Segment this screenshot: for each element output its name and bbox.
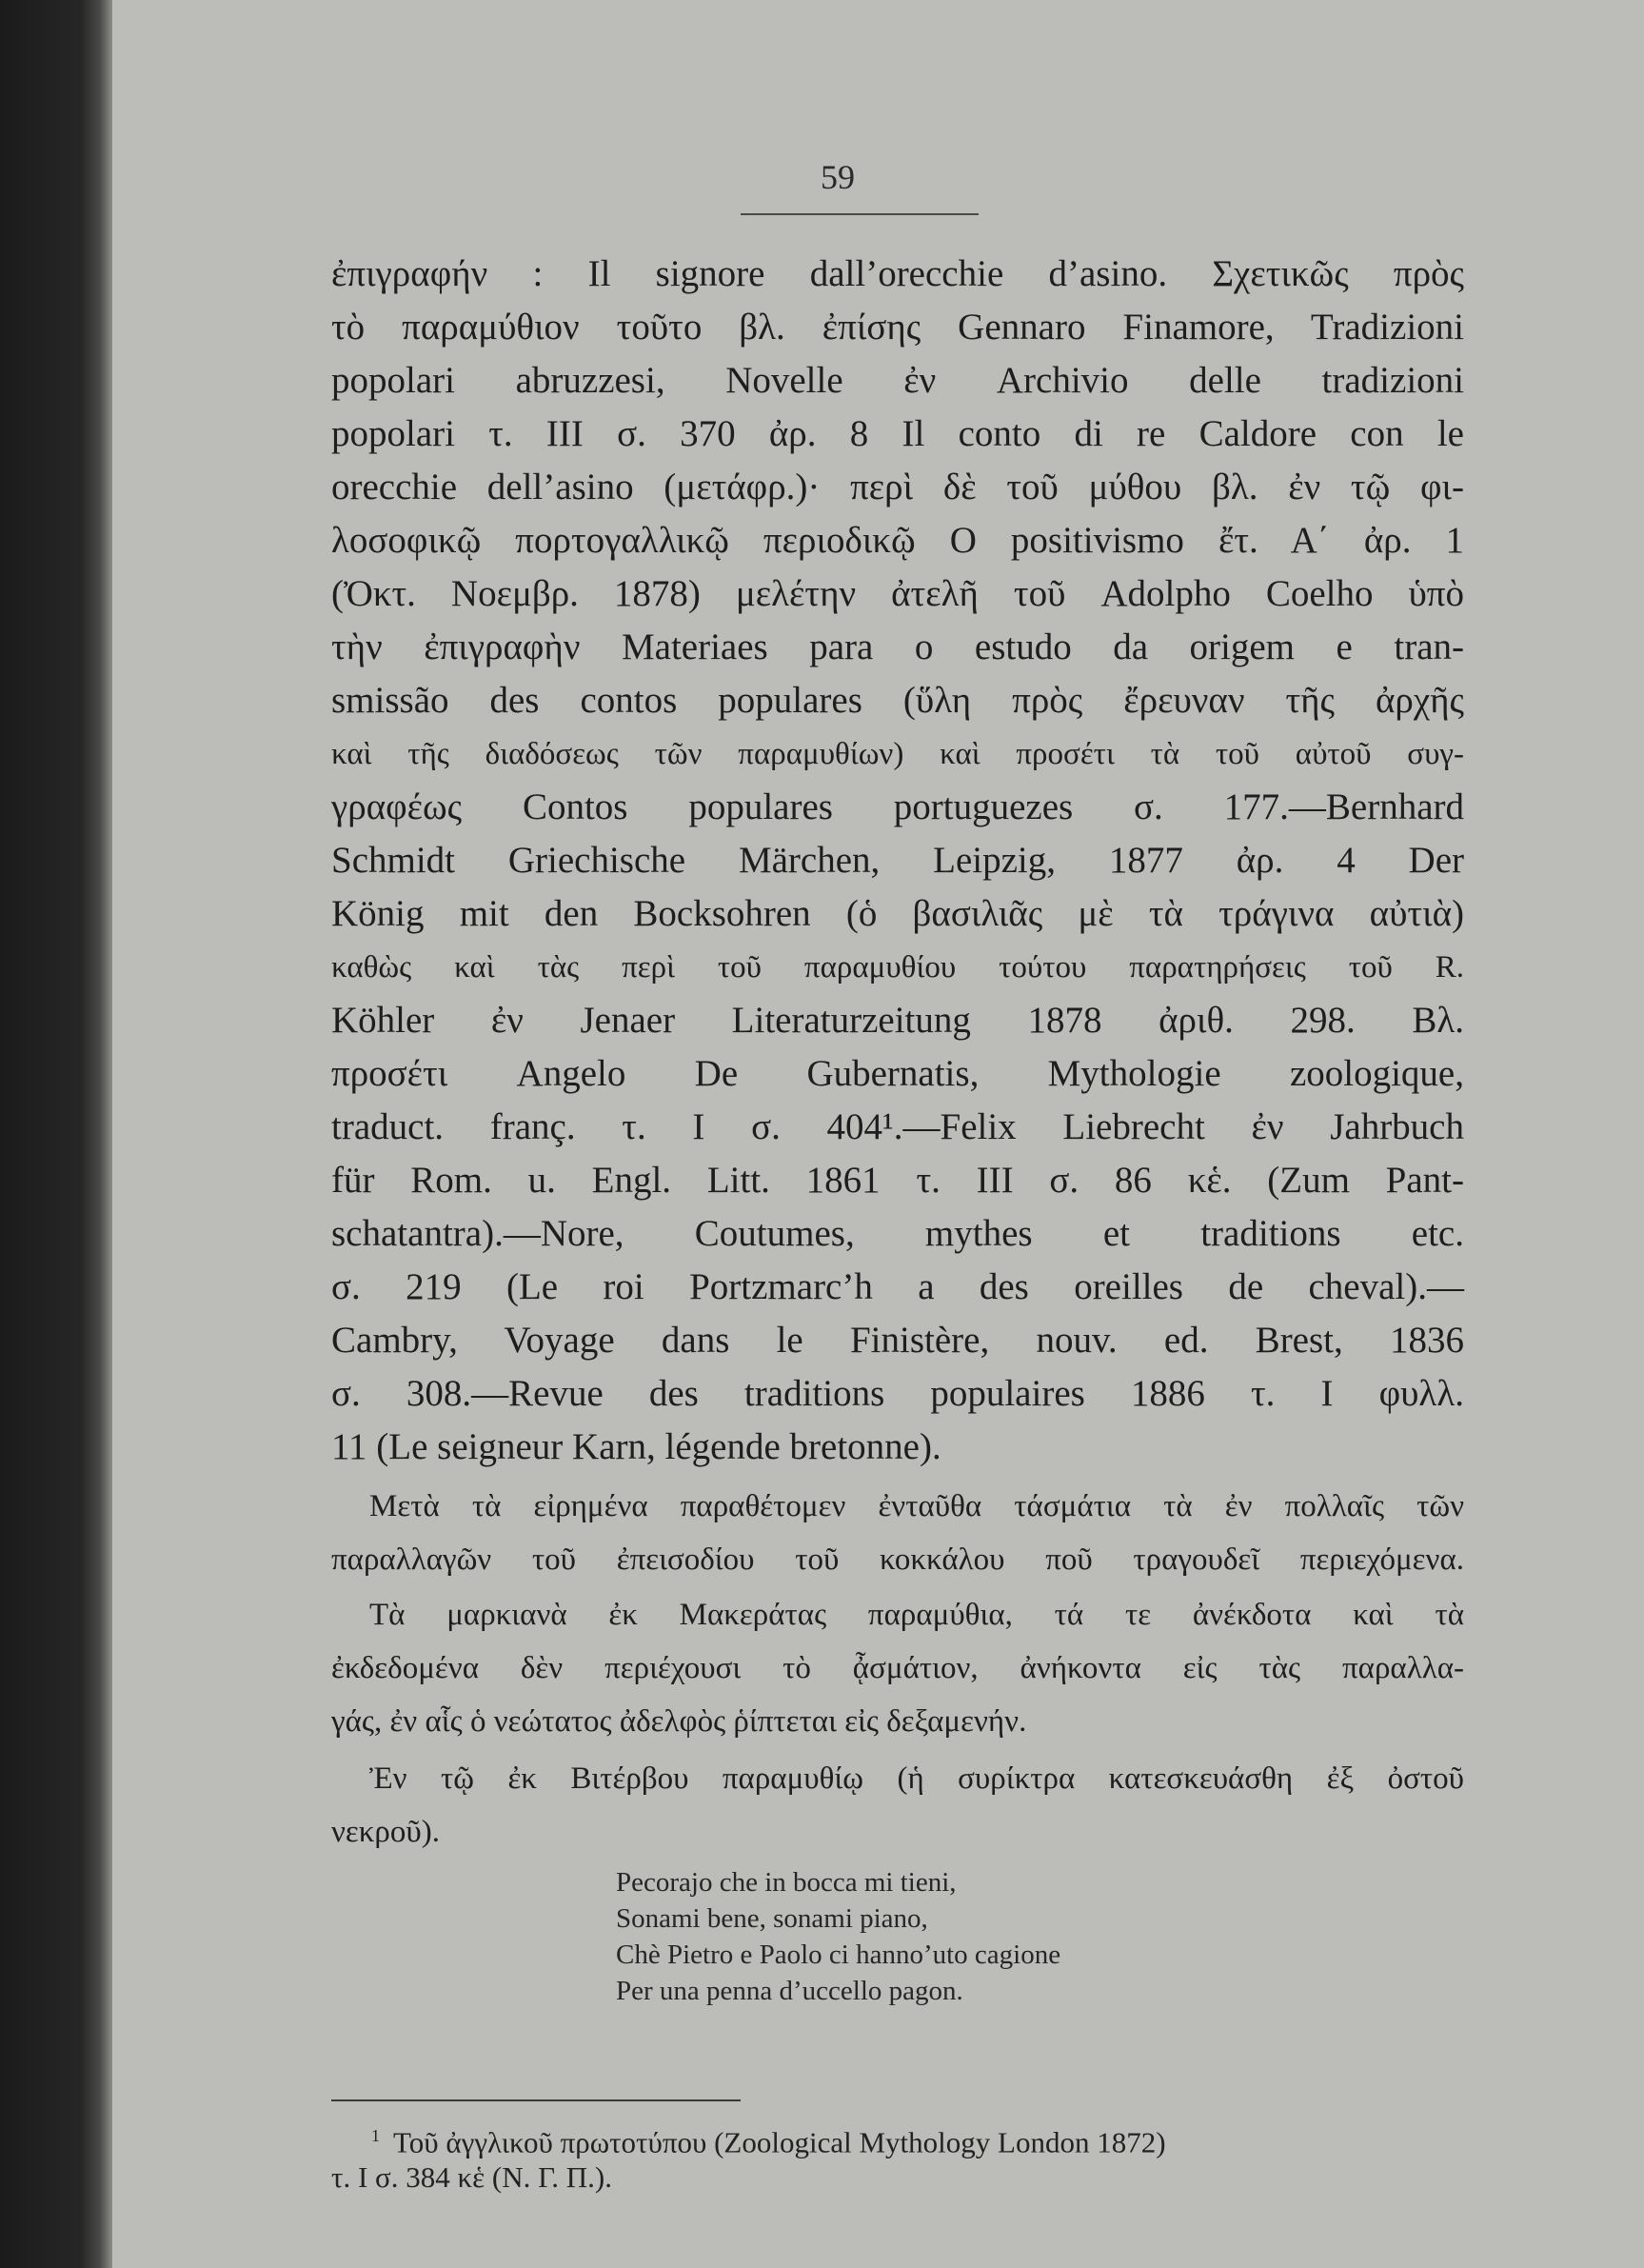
text-line: Cambry, Voyage dans le Finistère, nouv. ed. Brest, 1836 — [331, 1320, 1464, 1361]
page-number-rule — [741, 213, 979, 215]
text-line: 11 (Le seigneur Karn, légende bretonne). — [331, 1426, 941, 1467]
text-line: νεκροῦ). — [331, 1815, 440, 1849]
text-line: τὴν ἐπιγραφὴν Materiaes para o estudo da origem e tran- — [331, 627, 1464, 667]
text-line: λοσοφικῷ πορτογαλλικῷ περιοδικῷ O positivismo ἔτ. Α΄ ἀρ. 1 — [331, 520, 1464, 561]
text-line: Ἐν τῷ ἐκ Βιτέρβου παραμυθίῳ (ἡ συρίκτρα κατεσκευάσθη ἐξ ὀστοῦ — [369, 1761, 1464, 1796]
book-binding-edge — [0, 0, 112, 2268]
text-line: traduct. franç. τ. I σ. 404¹.—Felix Liebrecht ἐν Jahrbuch — [331, 1106, 1464, 1147]
text-line: τὸ παραμύθιον τοῦτο βλ. ἐπίσης Gennaro Finamore, Tradizioni — [331, 307, 1464, 348]
text-line: καθὼς καὶ τὰς περὶ τοῦ παραμυθίου τούτου παρατηρήσεις τοῦ R. — [331, 950, 1464, 985]
text-line: schatantra).—Nore, Coutumes, mythes et traditions etc. — [331, 1213, 1464, 1254]
text-line: γραφέως Contos populares portuguezes σ. 177.—Bernhard — [331, 786, 1464, 827]
footnote-line: τ. I σ. 384 κἑ (N. Γ. Π.). — [331, 2160, 612, 2194]
page-number: 59 — [821, 158, 855, 196]
text-line: ἐπιγραφήν : Il signore dall’orecchie d’asino. Σχετικῶς πρὸς — [331, 253, 1464, 294]
text-line: für Rom. u. Engl. Litt. 1861 τ. III σ. 86 κἑ. (Zum Pant- — [331, 1160, 1464, 1201]
text-line: σ. 308.—Revue des traditions populaires 1886 τ. I φυλλ. — [331, 1373, 1464, 1414]
text-line: Τὰ μαρκιανὰ ἐκ Μακεράτας παραμύθια, τά τε ἀνέκδοτα καὶ τὰ — [369, 1598, 1464, 1632]
text-line: παραλλαγῶν τοῦ ἐπεισοδίου τοῦ κοκκάλου ποῦ τραγουδεῖ περιεχόμενα. — [331, 1542, 1464, 1577]
text-line: Μετὰ τὰ εἰρημένα παραθέτομεν ἐνταῦθα τάσμάτια τὰ ἐν πολλαῖς τῶν — [369, 1489, 1464, 1523]
text-line: γάς, ἐν αἷς ὁ νεώτατος ἀδελφὸς ῥίπτεται εἰς δεξαμενήν. — [331, 1704, 1027, 1739]
verse-line: Pecorajo che in bocca mi tieni, — [616, 1867, 957, 1898]
text-line: καὶ τῆς διαδόσεως τῶν παραμυθίων) καὶ προσέτι τὰ τοῦ αὐτοῦ συγ- — [331, 737, 1464, 771]
text-line: orecchie dell’asino (μετάφρ.)· περὶ δὲ τοῦ μύθου βλ. ἐν τῷ φι- — [331, 467, 1464, 507]
footnote-rule — [331, 2099, 741, 2101]
verse-line: Chè Pietro e Paolo ci hanno’uto cagione — [616, 1940, 1061, 1970]
footnote-marker: 1 — [371, 2126, 380, 2145]
text-line: ἐκδεδομένα δὲν περιέχουσι τὸ ᾆσμάτιον, ἀνήκοντα εἰς τὰς παραλλα- — [331, 1651, 1464, 1685]
text-line: popolari τ. III σ. 370 ἀρ. 8 Il conto di re Caldore con le — [331, 413, 1464, 454]
text-line: popolari abruzzesi, Novelle ἐν Archivio delle tradizioni — [331, 360, 1464, 401]
text-line: smissão des contos populares (ὕλη πρὸς ἔρευναν τῆς ἀρχῆς — [331, 680, 1464, 721]
text-line: (Ὀκτ. Νοεμβρ. 1878) μελέτην ἀτελῆ τοῦ Adolpho Coelho ὑπὸ — [331, 573, 1464, 614]
verse-line: Per una penna d’uccello pagon. — [616, 1976, 963, 2006]
footnote-text: Τοῦ ἀγγλικοῦ πρωτοτύπου (Zoological Mythology London 1872) — [393, 2125, 1166, 2159]
text-line: σ. 219 (Le roi Portzmarc’h a des oreilles de cheval).— — [331, 1266, 1464, 1307]
footnote-line — [371, 2116, 1166, 2162]
text-line: προσέτι Angelo De Gubernatis, Mythologie zoologique, — [331, 1053, 1464, 1094]
text-line: Schmidt Griechische Märchen, Leipzig, 1877 ἀρ. 4 Der — [331, 840, 1464, 881]
verse-line: Sonami bene, sonami piano, — [616, 1903, 928, 1934]
text-line: Köhler ἐν Jenaer Literaturzeitung 1878 ἀριθ. 298. Βλ. — [331, 1000, 1464, 1041]
text-line: König mit den Bocksohren (ὁ βασιλιᾶς μὲ τὰ τράγινα αὐτιὰ) — [331, 893, 1464, 934]
